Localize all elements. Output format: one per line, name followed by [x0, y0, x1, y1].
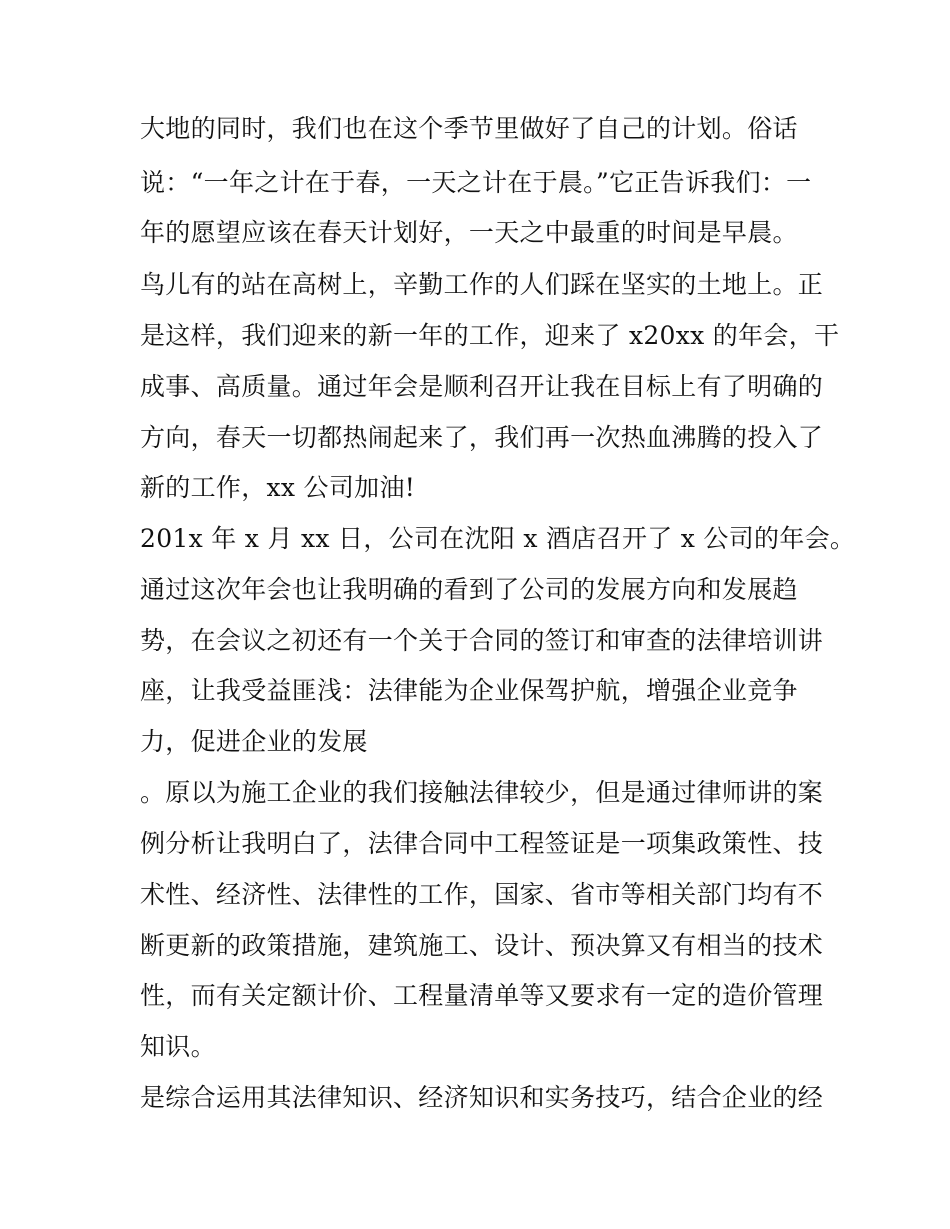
text-line: 大地的同时，我们也在这个季节里做好了自己的计划。俗话: [140, 114, 798, 143]
text-line: 知识。: [140, 1032, 216, 1061]
text-line: 性，而有关定额计价、工程量清单等又要求有一定的造价管理: [140, 981, 824, 1010]
text-line: 新的工作，xx 公司加油!: [140, 473, 416, 502]
text-line: 201x 年 x 月 xx 日，公司在沈阳 x 酒店召开了 x 公司的年会。: [140, 524, 856, 553]
text-line: 术性、经济性、法律性的工作，国家、省市等相关部门均有不: [140, 880, 824, 909]
text-line: 断更新的政策措施，建筑施工、设计、预决算又有相当的技术: [140, 931, 824, 960]
text-line: 鸟儿有的站在高树上，辛勤工作的人们踩在坚实的土地上。正: [140, 270, 824, 299]
text-line: 方向，春天一切都热闹起来了，我们再一次热血沸腾的投入了: [140, 423, 824, 452]
text-line: 是综合运用其法律知识、经济知识和实务技巧，结合企业的经: [140, 1083, 824, 1112]
text-line: 。原以为施工企业的我们接触法律较少，但是通过律师讲的案: [140, 778, 824, 807]
text-line: 例分析让我明白了，法律合同中工程签证是一项集政策性、技: [140, 829, 824, 858]
text-line: 通过这次年会也让我明确的看到了公司的发展方向和发展趋: [140, 575, 798, 604]
text-line: 成事、高质量。通过年会是顺利召开让我在目标上有了明确的: [140, 372, 824, 401]
text-line: 年的愿望应该在春天计划好，一天之中最重的时间是早晨。: [140, 218, 798, 247]
text-line: 说：“一年之计在于春，一天之计在于晨。”它正告诉我们：一: [140, 168, 812, 197]
text-line: 势，在会议之初还有一个关于合同的签订和审查的法律培训讲: [140, 626, 824, 655]
text-line: 力，促进企业的发展: [140, 727, 368, 756]
text-line: 座，让我受益匪浅：法律能为企业保驾护航，增强企业竞争: [140, 676, 798, 705]
text-line: 是这样，我们迎来的新一年的工作，迎来了 x20xx 的年会，干: [140, 321, 840, 350]
